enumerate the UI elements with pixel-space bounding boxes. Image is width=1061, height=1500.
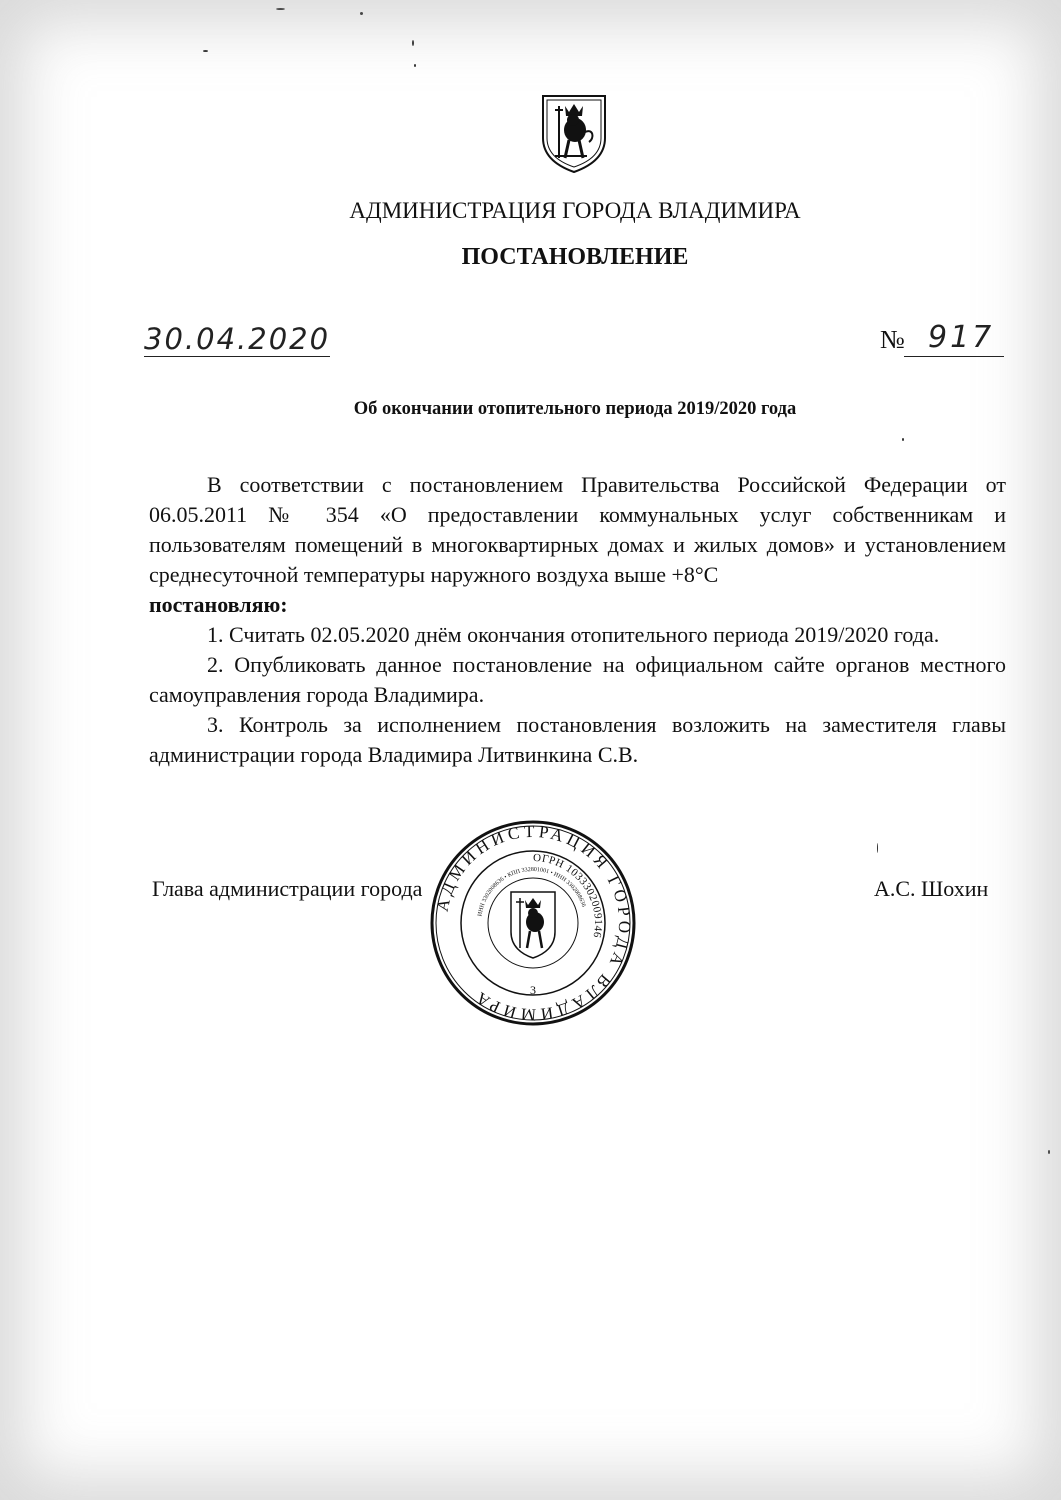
document-title: Об окончании отопительного периода 2019/2020 года: [353, 399, 797, 419]
scan-speck: [414, 64, 416, 67]
seal-outer-text: АДМИНИСТРАЦИЯ ГОРОДА ВЛАДИМИРА: [432, 821, 635, 1025]
organization-name: АДМИНИСТРАЦИЯ ГОРОДА ВЛАДИМИРА: [349, 198, 801, 223]
scan-speck: [276, 8, 285, 10]
seal-ring-text: ИНН 3302008636 • КПП 332801001 • ИНН 3302008636: [477, 866, 587, 917]
scan-speck: [1048, 1150, 1050, 1154]
number-label: №: [880, 325, 905, 354]
number-underline: [904, 356, 1004, 357]
seal-center-number: 3: [530, 983, 536, 997]
signature-name: А.С. Шохин: [874, 876, 989, 901]
list-item: 1. Считать 02.05.2020 днём окончания отопительного периода 2019/2020 года.: [207, 622, 940, 647]
document-number: 917: [928, 320, 995, 355]
preamble-paragraph: В соответствии с постановлением Правительства Российской Федерации от 06.05.2011 № 354 «О предоставлении коммунальных услуг собственникам и пользователям помещений в многоквартирных домах и жилых домов» и установлением среднесуточной температуры наружного воздуха выше +8°С: [149, 472, 1006, 587]
list-item: 2. Опубликовать данное постановление на официальном сайте органов местного самоуправления города Владимира.: [149, 652, 1006, 707]
list-item: 3. Контроль за исполнением постановления возложить на заместителя главы администрации города Владимира Литвинкина С.В.: [149, 712, 1006, 767]
scan-speck: [203, 50, 208, 52]
document-body: [149, 470, 1006, 770]
official-seal: [425, 820, 641, 1026]
seal-inner-text: ОГРН 1033302009146: [532, 851, 605, 939]
date-underline: [144, 356, 330, 357]
scan-speck: [412, 40, 414, 46]
document-date: 30.04.2020: [144, 322, 331, 356]
scan-speck: [360, 12, 363, 15]
scan-speck: [902, 438, 904, 441]
scan-speck: [877, 843, 878, 853]
document-type: ПОСТАНОВЛЕНИЕ: [461, 244, 689, 270]
resolves-word: постановляю:: [149, 592, 288, 617]
coat-of-arms-icon: [539, 92, 609, 174]
signature-role: Глава администрации города: [152, 876, 423, 901]
